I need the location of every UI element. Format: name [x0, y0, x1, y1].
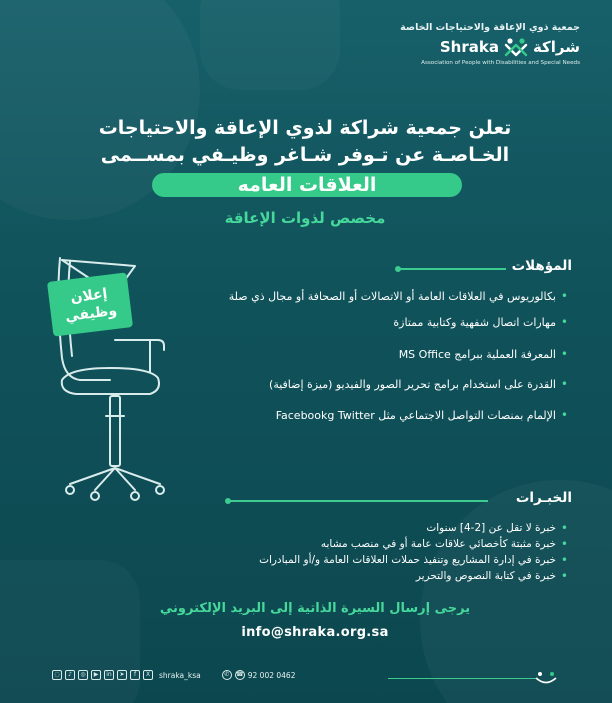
job-announcement-sign	[47, 272, 133, 336]
contact-email[interactable]: info@shraka.org.sa	[241, 625, 389, 640]
social-handle[interactable]: shraka_ksa	[159, 670, 201, 680]
tiktok-icon[interactable]: ♪	[65, 670, 75, 680]
snapchat-icon[interactable]: ◌	[52, 670, 62, 680]
logo-people-icon	[503, 37, 529, 57]
background-shape	[0, 560, 140, 703]
youtube-icon[interactable]: ▶	[91, 670, 101, 680]
logo-top-text: جمعية ذوي الإعاقة والاحتياجات الخاصة	[400, 22, 580, 33]
shraka-logo	[380, 22, 580, 66]
logo-subtitle: Association of People with Disabilities and Special Needs	[421, 60, 580, 66]
headline-line-2: الخـاصـة عن تـوفر شـاغر وظيـفي بمســمى	[100, 144, 510, 166]
qualification-item: • المعرفة العملية ببرامج MS Office	[188, 346, 568, 363]
logo-name-en: Shraka	[439, 38, 499, 56]
qualification-item: • بكالوريوس في العلاقات العامة أو الاتصالات أو الصحافة أو مجال ذي صلة	[188, 288, 568, 305]
experience-list	[148, 520, 568, 584]
qualification-item: • القدرة على استخدام برامج تحرير الصور والفيديو (ميزة إضافية)	[188, 376, 568, 393]
qualification-item: • الإلمام بمنصات التواصل الاجتماعي مثل Facebookg Twitter	[188, 407, 568, 424]
phone-number[interactable]: 92 002 0462	[247, 670, 296, 680]
experience-heading: الخبـرات	[515, 490, 572, 506]
whatsapp-icon[interactable]: ✆	[222, 670, 232, 680]
cv-submission-text: يرجى إرسال السيرة الذاتية إلى البريد الإلكتروني	[159, 601, 471, 616]
x-icon[interactable]: X	[143, 670, 153, 680]
experience-item: • خبرة في كتابة النصوص والتحرير	[148, 568, 568, 584]
background-shape	[200, 0, 340, 90]
telegram-icon[interactable]: ➤	[117, 670, 127, 680]
job-title-pill	[152, 173, 462, 197]
qualification-item: • مهارات اتصال شفهية وكتابية ممتازة	[188, 314, 568, 331]
sign-line-2: وظيفي	[64, 302, 118, 325]
footer-contacts	[52, 670, 295, 680]
experience-divider	[228, 500, 488, 502]
qualifications-heading: المؤهلات	[511, 258, 572, 274]
headline-line-1: تعلن جمعية شراكة لذوي الإعاقة والاحتياجات	[98, 117, 512, 139]
instagram-icon[interactable]: ◎	[78, 670, 88, 680]
footer-divider	[388, 678, 538, 679]
linkedin-icon[interactable]: in	[104, 670, 114, 680]
target-audience: مخصص لذوات الإعاقة	[224, 209, 386, 227]
qualifications-list	[188, 288, 568, 424]
experience-item: • خبرة مثبتة كأخصائي علاقات عامة أو في منصب مشابه	[148, 536, 568, 552]
qualifications-divider	[398, 268, 506, 270]
sign-line-1: إعلان	[69, 285, 109, 306]
experience-item: • خبرة لا تقل عن [2-4] سنوات	[148, 520, 568, 536]
logo-name-ar: شراكة	[532, 38, 580, 56]
background-shape	[420, 480, 612, 703]
experience-item: • خبرة في إدارة المشاريع وتنفيذ حملات العلاقات العامة و/أو المبادرات	[148, 552, 568, 568]
footer-ornament-icon	[534, 671, 558, 685]
facebook-icon[interactable]: f	[130, 670, 140, 680]
phone-icon[interactable]: ☎	[236, 671, 244, 678]
job-title: العلاقات العامه	[237, 174, 377, 196]
